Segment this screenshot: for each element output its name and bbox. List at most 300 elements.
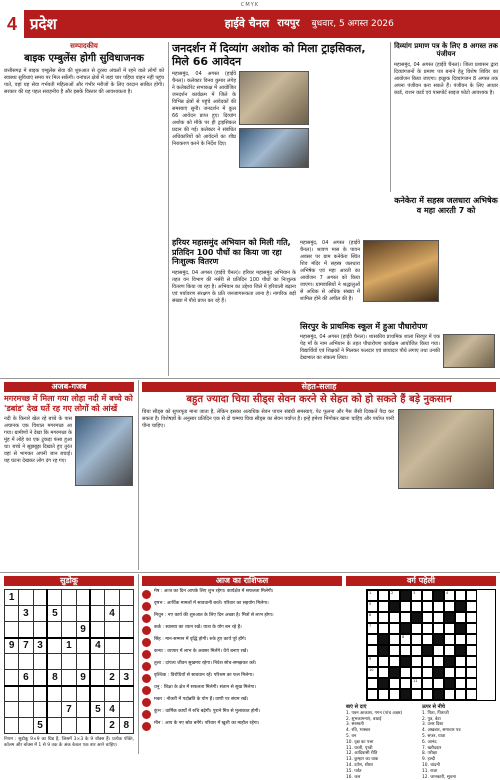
- sudoku-cell: [33, 622, 47, 638]
- sudoku-cell: [90, 718, 104, 734]
- crossword-cell: [455, 623, 466, 634]
- crossword-clue: 13. कुम्हार का चाक: [346, 757, 379, 763]
- sudoku-cell: [62, 670, 76, 686]
- issue-date: बुधवार, 5 अगस्त 2026: [311, 18, 394, 29]
- crossword-cell: [422, 623, 433, 634]
- crossword-cell: [367, 645, 378, 656]
- crossword-cell: [411, 689, 422, 700]
- crossword-cell: [400, 645, 411, 656]
- sudoku-cell: [5, 670, 19, 686]
- sudoku-grid: [4, 589, 134, 734]
- main-story-photo: [239, 71, 309, 125]
- crossword-cell: [378, 634, 389, 645]
- crossword-cell: [411, 612, 422, 623]
- crossword-clue: 5. वन: [346, 733, 357, 739]
- editorial-headline: बाइक एम्बुलेंस होगी सुविधाजनक: [24, 53, 144, 65]
- column-rule: [168, 42, 169, 376]
- rashifal-item: [142, 625, 342, 635]
- clues-left: [346, 711, 419, 780]
- sudoku-cell: [76, 718, 90, 734]
- crossword-cell: [411, 623, 422, 634]
- sudoku-cell: [119, 686, 133, 702]
- sudoku-cell: [5, 606, 19, 622]
- section-title: प्रदेश: [30, 14, 57, 33]
- crossword-cell: [367, 623, 378, 634]
- sudoku-cell: [62, 686, 76, 702]
- side-story-headline: दिव्यांग प्रमाण पत्र के लिए 8 अगस्त तक पंजीयन: [394, 42, 498, 59]
- ajab-label: अजब-गजब: [4, 382, 134, 392]
- sudoku-cell: [5, 702, 19, 718]
- ajab-section: [4, 394, 134, 570]
- crossword-cell: [444, 612, 455, 623]
- crossword-cell: [444, 634, 455, 645]
- crossword-cell: [466, 689, 477, 700]
- city-name: रायपुर: [277, 18, 300, 30]
- zodiac-sign-icon: [142, 698, 151, 707]
- sudoku-cell: [62, 718, 76, 734]
- crossword-cell: [466, 601, 477, 612]
- row-rule: [0, 572, 500, 573]
- zodiac-sign-icon: [142, 614, 151, 623]
- crossword-cell: [455, 634, 466, 645]
- zodiac-sign-icon: [142, 626, 151, 635]
- crossword-cell: [389, 590, 400, 601]
- crossword-cell: [433, 590, 444, 601]
- crossword-clue: 10. वृक्ष का पत्ता: [346, 739, 374, 745]
- sudoku-cell: 4: [105, 606, 119, 622]
- sudoku-cell: [19, 686, 33, 702]
- sudoku-cell: [47, 686, 61, 702]
- crossword-cell: [400, 601, 411, 612]
- sudoku-cell: [90, 686, 104, 702]
- health-label: सेहत-सलाह: [142, 382, 496, 392]
- clues-right-title: ऊपर से नीचे: [422, 704, 445, 710]
- crossword-cell: [422, 656, 433, 667]
- rashifal-text: मीन : आय के नए स्रोत बनेंगे। परिवार में खुशी का माहौल रहेगा।: [154, 721, 260, 726]
- ajab-photo: [75, 416, 133, 486]
- sudoku-cell: [62, 606, 76, 622]
- crossword-clue: 4. रवि, भास्कर: [346, 728, 371, 734]
- crossword-cell: [378, 656, 389, 667]
- crossword-number: 3: [413, 591, 416, 595]
- crossword-cell: [455, 667, 466, 678]
- crossword-number: 8: [402, 635, 405, 639]
- main-story: [172, 42, 386, 236]
- main-story-photo-2: [239, 128, 309, 168]
- sudoku-cell: 9: [76, 622, 90, 638]
- crossword-cell: [466, 590, 477, 601]
- rashifal-text: धनु : शिक्षा के क्षेत्र में सफलता मिलेगी। संतान से सुख मिलेगा।: [154, 685, 257, 690]
- sudoku-cell: 4: [90, 638, 104, 654]
- zodiac-sign-icon: [142, 674, 151, 683]
- sudoku-cell: [5, 686, 19, 702]
- sudoku-cell: [119, 638, 133, 654]
- crossword-cell: [433, 689, 444, 700]
- rashifal-item: [142, 685, 342, 695]
- crossword-cell: [367, 612, 378, 623]
- crossword-number: 7: [369, 624, 372, 628]
- sudoku-cell: 5: [90, 702, 104, 718]
- crossword-cell: [455, 645, 466, 656]
- sudoku-cell: [76, 702, 90, 718]
- crossword-clue: 3. सरस्वती: [346, 722, 364, 728]
- sudoku-cell: [33, 590, 47, 606]
- crossword-clue: 11. धरती, पृथ्वी: [346, 745, 373, 751]
- sudoku-cell: [47, 622, 61, 638]
- crossword-clue: 6. आनंद: [422, 739, 437, 745]
- health-body: चिया सीड्स को सुपरफूड माना जाता है, लेकिन इसका अत्यधिक सेवन पाचन संबंधी समस्याएं, पेट फूलना और गैस जैसी दिक्कतें पैदा कर सकता है। विशेषज्ञों के अनुसार प्रतिदिन एक से दो चम्मच चिया सीड्स का सेवन पर्याप्त है। इन्हें हमेशा भिगोकर खाना चाहिए और पर्याप्त पानी पीना चाहिए।: [142, 409, 394, 429]
- rashifal-text: मिथुन : नए कार्य की शुरुआत के लिए दिन अच्छा है। मित्रों से लाभ होगा।: [154, 613, 274, 618]
- crossword-cell: [466, 612, 477, 623]
- health-headline: बहुत ज्यादा चिया सीड्स सेवन करने से सेहत को हो सकते हैं बड़े नुकसान: [186, 394, 452, 405]
- crossword-cell: [378, 612, 389, 623]
- sudoku-cell: [33, 654, 47, 670]
- sudoku-row: [5, 590, 134, 606]
- sudoku-cell: [105, 622, 119, 638]
- crossword-cell: [444, 601, 455, 612]
- rashifal-item: [142, 661, 342, 671]
- crossword-title: वर्ग पहेली: [346, 576, 496, 586]
- crossword-cell: [389, 612, 400, 623]
- crossword-cell: [433, 678, 444, 689]
- crossword-clue: 14. दर्पण, शीशा: [346, 762, 373, 768]
- sudoku-cell: 1: [62, 638, 76, 654]
- crossword-clue: 15. पर्वत: [346, 768, 362, 774]
- sudoku-cell: [47, 638, 61, 654]
- crossword-number: 10: [369, 668, 374, 672]
- crossword-cell: [367, 689, 378, 700]
- crossword-cell: [400, 678, 411, 689]
- crossword-cell: [389, 634, 400, 645]
- sudoku-cell: [19, 654, 33, 670]
- crossword-cell: [367, 601, 378, 612]
- rashifal-section: [142, 576, 342, 754]
- sudoku-cell: [47, 718, 61, 734]
- crossword-number: 5: [369, 602, 372, 606]
- sudoku-cell: 2: [105, 670, 119, 686]
- sudoku-cell: [19, 590, 33, 606]
- sudoku-cell: [62, 590, 76, 606]
- crossword-cell: [411, 678, 422, 689]
- sudoku-cell: [105, 590, 119, 606]
- crossword-cell: [466, 656, 477, 667]
- rashifal-item: [142, 709, 342, 719]
- rashifal-item: [142, 589, 342, 599]
- crossword-cell: [422, 689, 433, 700]
- crossword-clue: 4. अखबार, समाचार पत्र: [422, 728, 461, 734]
- rashifal-text: कुंभ : धार्मिक कार्यों में रुचि बढ़ेगी। पुराने मित्र से मुलाकात होगी।: [154, 709, 261, 714]
- rashifal-item: [142, 721, 342, 731]
- crossword-cell: [433, 623, 444, 634]
- editorial-section: [4, 42, 164, 376]
- crossword-cell: [444, 678, 455, 689]
- rashifal-list: [142, 589, 342, 731]
- sudoku-cell: [105, 654, 119, 670]
- har-story: [172, 238, 296, 376]
- cmyk-marker: CMYK: [240, 2, 260, 8]
- crossword-cell: [444, 623, 455, 634]
- crossword-clue: 11. राजा: [422, 768, 438, 774]
- crossword-cell: [411, 601, 422, 612]
- crossword-cell: [433, 645, 444, 656]
- sudoku-cell: [47, 702, 61, 718]
- sudoku-cell: [76, 654, 90, 670]
- crossword-cell: [455, 590, 466, 601]
- temple-story-body: महासमुंद, 04 अगस्त (हाईवे चैनल)। श्रावण मास के पावन अवसर पर ग्राम कनेकेरा स्थित शिव मंदिर में सहस्त्र जलधारा अभिषेक एवं महा आरती का आयोजन 7 अगस्त को किया जाएगा। ग्रामवासियों ने श्रद्धालुओं से अधिक से अधिक संख्या में शामिल होने की अपील की है।: [300, 240, 360, 302]
- crossword-grid: [366, 589, 496, 701]
- crossword-cell: [378, 623, 389, 634]
- crossword-cell: [422, 590, 433, 601]
- sudoku-cell: [33, 606, 47, 622]
- main-story-body: महासमुंद, 04 अगस्त (हाईवे चैनल)। कलेक्टर विनय कुमार लंगेह ने कलेक्टोरेट सभाकक्ष में आयोजित जनदर्शन कार्यक्रम में जिले के विभिन्न क्षेत्रों से पहुंचे आवेदकों की समस्याएं सुनीं। जनदर्शन में कुल 66 आवेदन प्राप्त हुए। दिव्यांग अशोक को मौके पर ही ट्राइसिकल प्रदान की गई। कलेक्टर ने संबंधित अधिकारियों को आवेदनों का शीघ्र निराकरण करने के निर्देश दिए।: [172, 71, 236, 148]
- sudoku-cell: 3: [19, 606, 33, 622]
- sudoku-cell: [119, 622, 133, 638]
- crossword-cell: [411, 667, 422, 678]
- sudoku-cell: 9: [76, 670, 90, 686]
- rashifal-item: [142, 637, 342, 647]
- sudoku-row: [5, 702, 134, 718]
- crossword-cell: [422, 601, 433, 612]
- sudoku-cell: 8: [119, 718, 133, 734]
- sudoku-cell: [19, 702, 33, 718]
- sudoku-cell: 9: [5, 638, 19, 654]
- editorial-body: छत्तीसगढ़ में बाइक एम्बुलेंस सेवा की शुरुआत से दूरस्थ अंचलों में रहने वाले लोगों को स्वास्थ्य सुविधाएं समय पर मिल सकेंगी। वनांचल क्षेत्रों में जहां चार पहिया वाहन नहीं पहुंच पाते, वहां यह सेवा गर्भवती महिलाओं और गंभीर मरीजों के लिए वरदान साबित होगी। सरकार की यह पहल सराहनीय है और इसके विस्तार की आवश्यकता है।: [4, 68, 164, 96]
- crossword-cell: [367, 634, 378, 645]
- crossword-clue: 5. सफर, यात्रा: [422, 733, 446, 739]
- crossword-cell: [422, 634, 433, 645]
- crossword-cell: [367, 590, 378, 601]
- sudoku-cell: [76, 606, 90, 622]
- har-story-headline: हरियर महासमुंद अभियान को मिली गति, प्रतिदिन 100 पौधों का किया जा रहा निःशुल्क वितरण: [172, 238, 291, 267]
- rashifal-title: आज का राशिफल: [142, 576, 342, 586]
- zodiac-sign-icon: [142, 722, 151, 731]
- sudoku-cell: [119, 702, 133, 718]
- sudoku-cell: [33, 670, 47, 686]
- crossword-number: 4: [446, 591, 449, 595]
- page-number: 4: [0, 10, 24, 38]
- rashifal-item: [142, 697, 342, 707]
- zodiac-sign-icon: [142, 650, 151, 659]
- sudoku-cell: [119, 606, 133, 622]
- crossword-cell: [389, 623, 400, 634]
- sudoku-cell: [119, 654, 133, 670]
- clues-right: [422, 711, 495, 780]
- sudoku-cell: [90, 590, 104, 606]
- rashifal-text: सिंह : मान-सम्मान में वृद्धि होगी। रुके हुए कार्य पूरे होंगे।: [154, 637, 247, 642]
- sudoku-row: [5, 638, 134, 654]
- sudoku-cell: 4: [105, 702, 119, 718]
- crossword-cell: [400, 612, 411, 623]
- rashifal-text: कन्या : व्यापार में लाभ के अवसर मिलेंगे। धैर्य बनाए रखें।: [154, 649, 248, 654]
- sudoku-row: [5, 654, 134, 670]
- crossword-cell: [389, 645, 400, 656]
- crossword-cell: [389, 689, 400, 700]
- crossword-cell: [466, 634, 477, 645]
- clues-left-title: बाएं से दाएं: [346, 704, 367, 710]
- sudoku-cell: 2: [105, 718, 119, 734]
- side-story-body: महासमुंद, 04 अगस्त (हाईवे चैनल)। जिला प्रशासन द्वारा दिव्यांगजनों के प्रमाण पत्र बनाने हेतु विशेष शिविर का आयोजन किया जाएगा। इच्छुक दिव्यांगजन 8 अगस्त तक अपना पंजीयन करा सकते हैं। पंजीयन के लिए आधार कार्ड, राशन कार्ड एवं पासपोर्ट साइज फोटो आवश्यक है।: [394, 61, 498, 96]
- crossword-number: 1: [369, 591, 372, 595]
- side-story: [394, 42, 498, 192]
- sudoku-rules: नियम : सुडोकू 9×9 का ग्रिड है, जिसमें 3×3 के 9 बॉक्स हैं। प्रत्येक पंक्ति, कॉलम और बॉक्स में 1 से 9 तक के अंक केवल एक बार आने चाहिए।: [4, 737, 134, 749]
- sudoku-cell: [47, 590, 61, 606]
- crossword-cell: [400, 689, 411, 700]
- rashifal-text: मकर : नौकरी में पदोन्नति के योग हैं। वाणी पर संयम रखें।: [154, 697, 249, 702]
- rashifal-item: [142, 601, 342, 611]
- crossword-cell: [444, 645, 455, 656]
- sudoku-cell: 6: [19, 670, 33, 686]
- crossword-cell: [411, 590, 422, 601]
- crossword-cell: [466, 678, 477, 689]
- crossword-cell: [455, 678, 466, 689]
- rashifal-text: मेष : आज का दिन आपके लिए शुभ रहेगा। कार्यक्षेत्र में सफलता मिलेगी।: [154, 589, 274, 594]
- sudoku-cell: [90, 622, 104, 638]
- column-rule: [138, 574, 139, 754]
- sudoku-cell: [90, 654, 104, 670]
- crossword-cell: [367, 656, 378, 667]
- crossword-cell: [367, 667, 378, 678]
- crossword-clue: 1. पिता, पिताजी: [422, 710, 449, 716]
- sudoku-cell: [76, 638, 90, 654]
- rashifal-item: [142, 613, 342, 623]
- crossword-cell: [433, 667, 444, 678]
- sudoku-cell: 1: [5, 590, 19, 606]
- crossword-number: 9: [369, 657, 372, 661]
- row-rule: [0, 378, 500, 379]
- main-story-headline: जनदर्शन में दिव्यांग अशोक को मिला ट्राइसिकल, मिले 66 आवेदन: [172, 42, 366, 69]
- crossword-cell: [411, 645, 422, 656]
- temple-story-headline: कनेकेरा में सहस्त्र जलधारा अभिषेक व महा आरती 7 को: [394, 196, 498, 215]
- crossword-clue: 16. जल: [346, 774, 361, 780]
- sudoku-row: [5, 606, 134, 622]
- rashifal-text: वृषभ : आर्थिक मामलों में सावधानी बरतें। परिवार का सहयोग मिलेगा।: [154, 601, 269, 606]
- sudoku-row: [5, 718, 134, 734]
- crossword-cell: [400, 590, 411, 601]
- crossword-cell: [466, 623, 477, 634]
- health-photo: [398, 409, 494, 489]
- sudoku-cell: [62, 622, 76, 638]
- crossword-number: 6: [369, 613, 372, 617]
- crossword-cell: [466, 645, 477, 656]
- rashifal-text: तुला : दांपत्य जीवन सुखमय रहेगा। निवेश सोच-समझकर करें।: [154, 661, 257, 666]
- crossword-cell: [400, 667, 411, 678]
- school-photo: [443, 334, 495, 368]
- crossword-cell: [433, 601, 444, 612]
- column-rule: [390, 42, 391, 192]
- crossword-clue: 2. पुत्र, बेटा: [422, 716, 441, 722]
- crossword-cell: [422, 667, 433, 678]
- sudoku-cell: 8: [47, 670, 61, 686]
- sudoku-cell: 3: [119, 670, 133, 686]
- crossword-cell: [378, 667, 389, 678]
- crossword-cell: [433, 612, 444, 623]
- sudoku-cell: [76, 590, 90, 606]
- sudoku-cell: [119, 590, 133, 606]
- sudoku-cell: [19, 622, 33, 638]
- sudoku-section: [4, 576, 134, 754]
- crossword-clue: 1. पवन आकाश, गगन (पांच अक्षर): [346, 710, 403, 716]
- sudoku-cell: 7: [19, 638, 33, 654]
- sudoku-cell: 7: [62, 702, 76, 718]
- crossword-cell: [433, 656, 444, 667]
- ajab-body: नदी के किनारे खेल रहे बच्चे के पास अचानक एक विशाल मगरमच्छ आ गया। ग्रामीणों ने देखा कि मगरमच्छ के मुंह में लोहे का एक टुकड़ा फंसा हुआ था। बच्चे ने सूझबूझ दिखाते हुए तुरंत वहां से भागकर अपनी जान बचाई। यह घटना देखकर लोग दंग रह गए।: [4, 416, 72, 465]
- crossword-clue: 9. हल्दी: [422, 757, 435, 763]
- crossword-cell: [389, 678, 400, 689]
- zodiac-sign-icon: [142, 710, 151, 719]
- har-story-body: महासमुंद, 04 अगस्त (हाईवे चैनल)। हरियर महासमुंद अभियान के तहत वन विभाग की नर्सरी से प्रतिदिन 100 पौधों का निःशुल्क वितरण किया जा रहा है। अभियान का उद्देश्य जिले में हरियाली बढ़ाना एवं पर्यावरण संरक्षण के प्रति जनजागरूकता लाना है। नागरिक बड़ी संख्या में पौधे प्राप्त कर रहे हैं।: [172, 269, 296, 304]
- crossword-cell: [444, 590, 455, 601]
- sudoku-cell: [90, 670, 104, 686]
- crossword-section: [346, 575, 496, 780]
- crossword-cell: [378, 601, 389, 612]
- editorial-label: सम्पादकीय: [70, 42, 98, 50]
- rashifal-text: कर्क : स्वास्थ्य का ध्यान रखें। यात्रा के योग बन रहे हैं।: [154, 625, 242, 630]
- ajab-headline: मगरमच्छ में मिला गया लोहा नदी में बच्चे को 'डबांड' देख घर्ते रह गए लोगों को आंखें: [4, 394, 133, 413]
- sudoku-cell: [5, 718, 19, 734]
- sudoku-cell: 5: [47, 606, 61, 622]
- crossword-cell: [400, 623, 411, 634]
- crossword-number: 2: [391, 591, 394, 595]
- crossword-cell: [444, 667, 455, 678]
- crossword-cell: [411, 634, 422, 645]
- zodiac-sign-icon: [142, 638, 151, 647]
- crossword-cell: [433, 634, 444, 645]
- crossword-cell: [389, 667, 400, 678]
- sudoku-cell: [5, 654, 19, 670]
- crossword-cell: [455, 689, 466, 700]
- crossword-cell: [422, 645, 433, 656]
- crossword-cell: [444, 656, 455, 667]
- crossword-cell: [389, 601, 400, 612]
- crossword-cell: [455, 601, 466, 612]
- crossword-cell: [444, 689, 455, 700]
- health-section: [142, 394, 496, 570]
- sudoku-cell: [90, 606, 104, 622]
- rashifal-item: [142, 649, 342, 659]
- crossword-cell: [389, 656, 400, 667]
- sudoku-cell: [19, 718, 33, 734]
- school-story: [300, 322, 498, 376]
- crossword-clue: 12. आदिवासी रीति: [346, 751, 378, 757]
- crossword-number: 11: [413, 679, 418, 683]
- sudoku-cell: [47, 654, 61, 670]
- temple-story-content: [300, 240, 498, 320]
- sudoku-cell: [33, 702, 47, 718]
- sudoku-row: [5, 686, 134, 702]
- crossword-cell: [378, 645, 389, 656]
- brand-name: हाईवे चैनल: [224, 16, 270, 30]
- sudoku-cell: [105, 638, 119, 654]
- sudoku-cell: 5: [33, 718, 47, 734]
- rashifal-item: [142, 673, 342, 683]
- sudoku-row: [5, 622, 134, 638]
- sudoku-cell: [33, 686, 47, 702]
- crossword-cell: [455, 656, 466, 667]
- zodiac-sign-icon: [142, 662, 151, 671]
- crossword-cell: [400, 634, 411, 645]
- crossword-clue: 3. उत्तर दिशा: [422, 722, 444, 728]
- zodiac-sign-icon: [142, 602, 151, 611]
- crossword-cell: [422, 678, 433, 689]
- crossword-clue: 2. शुभकामनाएं, बधाई: [346, 716, 382, 722]
- sudoku-cell: [76, 686, 90, 702]
- zodiac-sign-icon: [142, 686, 151, 695]
- rashifal-text: वृश्चिक : विरोधियों से सावधान रहें। परिश्रम का फल मिलेगा।: [154, 673, 254, 678]
- sudoku-cell: [62, 654, 76, 670]
- zodiac-sign-icon: [142, 590, 151, 599]
- sudoku-row: [5, 670, 134, 686]
- temple-photo: [363, 240, 439, 302]
